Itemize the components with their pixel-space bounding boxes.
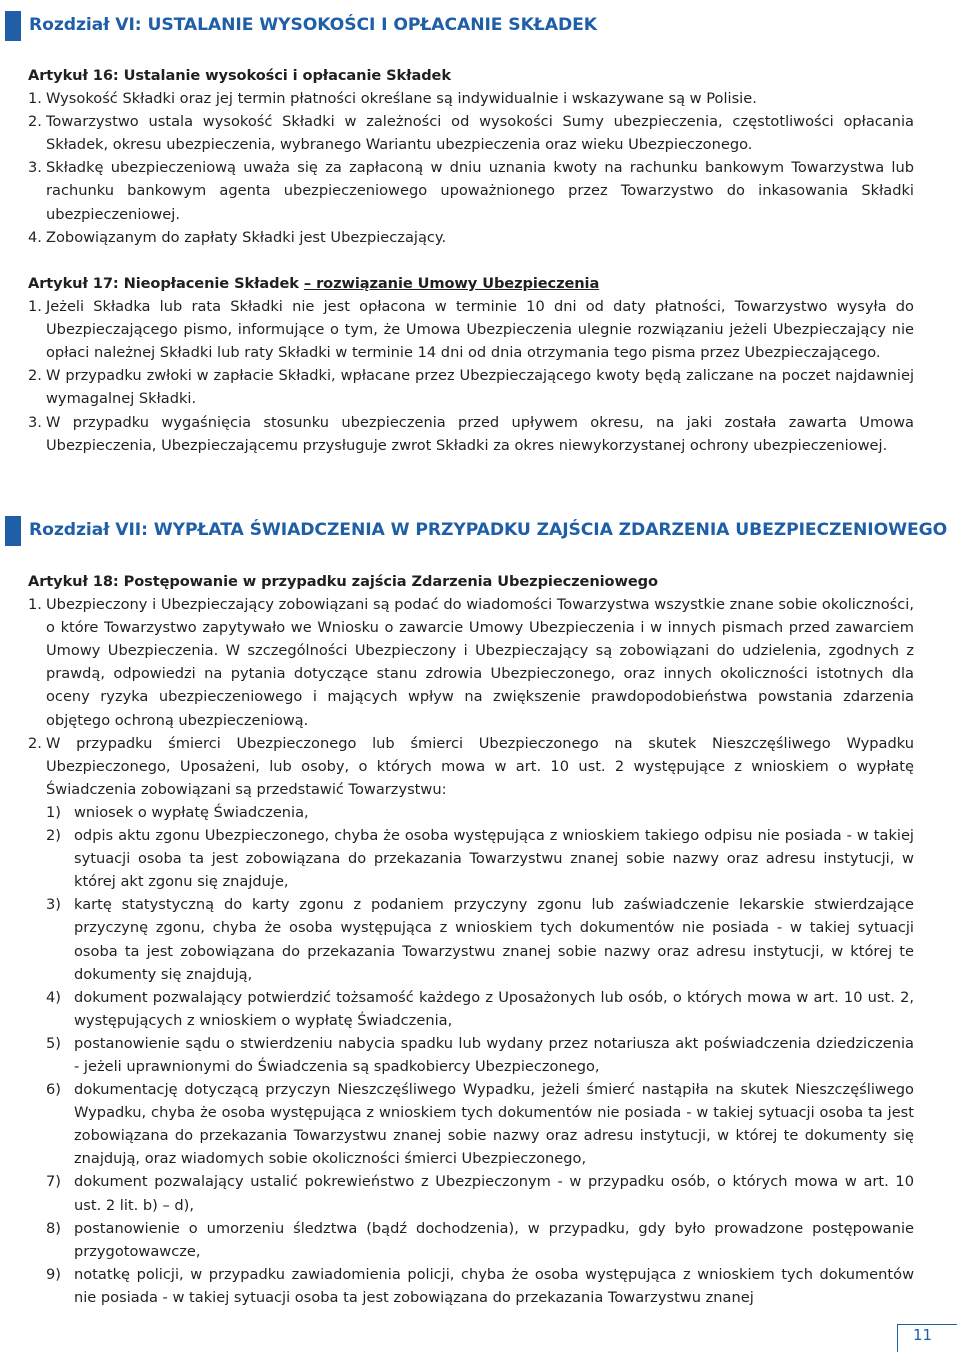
paragraph <box>28 593 914 732</box>
list-item-number: 6) <box>46 1081 61 1099</box>
article-title-prefix: Artykuł 17: Nieopłacenie Składek <box>28 275 304 292</box>
paragraph-number: 4. <box>28 228 42 246</box>
paragraph <box>28 156 914 225</box>
paragraph-text: Składkę ubezpieczeniową uważa się za zapłaconą w dniu uznania kwoty na rachunku bankowym Towarzystwa lub rachunku bankowym agenta ubezpieczeniowego upoważnionego przez Towarzystwo do inkasowania Składki ubezpieczeniowej. <box>46 159 914 223</box>
chapter-title: Rozdział VII: WYPŁATA ŚWIADCZENIA W PRZYPADKU ZAJŚCIA ZDARZENIA UBEZPIECZENIOWEGO <box>29 520 948 540</box>
list-item <box>28 986 914 1032</box>
paragraph-text: W przypadku zwłoki w zapłacie Składki, wpłacane przez Ubezpieczającego kwoty będą zaliczane na poczet najdawniej wymagalnej Składki. <box>46 367 914 408</box>
page-number-box <box>897 1324 957 1352</box>
article-18 <box>28 570 914 1309</box>
paragraph-text: Zobowiązanym do zapłaty Składki jest Ubezpieczający. <box>46 228 447 246</box>
chapter-heading <box>0 11 960 41</box>
paragraph-number: 2. <box>28 734 42 752</box>
page-number: 11 <box>913 1326 933 1344</box>
list-item <box>28 1263 914 1309</box>
list-item <box>28 824 914 893</box>
article-title: Artykuł 18: Postępowanie w przypadku zajścia Zdarzenia Ubezpieczeniowego <box>28 573 658 590</box>
paragraph-number: 3. <box>28 413 42 431</box>
list-item-number: 7) <box>46 1173 61 1191</box>
list-item-number: 3) <box>46 896 61 914</box>
list-item-text: postanowienie o umorzeniu śledztwa (bądź dochodzenia), w przypadku, gdy było prowadzone postępowanie przygotowawcze, <box>74 1219 914 1260</box>
paragraph-text: Ubezpieczony i Ubezpieczający zobowiązani są podać do wiadomości Towarzystwa wszystkie znane sobie okoliczności, o które Towarzystwo zapytywało we Wniosku o zawarcie Umowy Ubezpieczenia i w innych pismach przed zawarciem Umowy Ubezpieczenia. W szczególności Ubezpieczony i Ubezpieczający są zobowiązani do udzielenia, zgodnych z prawdą, odpowiedzi na pytania dotyczące stanu zdrowia Ubezpieczonego, oraz innych okoliczności istotnych dla oceny ryzyka ubezpieczeniowego i mających wpływ na zwiększenie prawdopodobieństwa powstania zdarzenia objętego ochroną ubezpieczeniową. <box>46 596 914 729</box>
article-17 <box>28 272 914 457</box>
paragraph-number: 3. <box>28 159 42 177</box>
list-item-number: 4) <box>46 988 61 1006</box>
paragraph-text: W przypadku wygaśnięcia stosunku ubezpieczenia przed upływem okresu, na jaki została zawarta Umowa Ubezpieczenia, Ubezpieczającemu przysługuje zwrot Składki za okres niewykorzystanej ochrony ubezpieczeniowej. <box>46 413 914 454</box>
paragraph <box>28 732 914 801</box>
paragraph <box>28 110 914 156</box>
chapter-title: Rozdział VI: USTALANIE WYSOKOŚCI I OPŁACANIE SKŁADEK <box>29 15 597 35</box>
list-item <box>28 1170 914 1216</box>
list-item-text: kartę statystyczną do karty zgonu z podaniem przyczyny zgonu lub zaświadczenie lekarskie stwierdzające przyczynę zgonu, chyba że osoba występująca z wnioskiem tych dokumentów nie posiada - w takiej sytuacji osoba ta jest zobowiązana do przekazania Towarzystwu znanej sobie nazwy oraz adresu instytucji, w której te dokumenty się znajdują, <box>74 896 914 983</box>
paragraph-number: 2. <box>28 113 42 131</box>
list-item <box>28 801 914 824</box>
paragraph-text: W przypadku śmierci Ubezpieczonego lub śmierci Ubezpieczonego na skutek Nieszczęśliwego Wypadku Ubezpieczonego, Uposażeni, lub osoby, o których mowa w art. 10 ust. 2 występujące z wnioskiem o wypłatę Świadczenia zobowiązani są przedstawić Towarzystwu: <box>46 734 914 798</box>
paragraph <box>28 295 914 364</box>
paragraph <box>28 87 914 110</box>
paragraph-number: 1. <box>28 298 42 316</box>
list-item-text: dokument pozwalający ustalić pokrewieństwo z Ubezpieczonym - w przypadku osób, o których mowa w art. 10 ust. 2 lit. b) – d), <box>74 1173 914 1214</box>
paragraph-text: Towarzystwo ustala wysokość Składki w zależności od wysokości Sumy ubezpieczenia, częstotliwości opłacania Składek, okresu ubezpieczenia, wybranego Wariantu ubezpieczenia oraz wieku Ubezpieczonego. <box>46 113 914 154</box>
paragraph-text: Jeżeli Składka lub rata Składki nie jest opłacona w terminie 10 dni od daty płatności, Towarzystwo wysyła do Ubezpieczającego pismo, informujące o tym, że Umowa Ubezpieczenia ulegnie rozwiązaniu jeżeli Ubezpieczający nie opłaci należnej Składki lub raty Składki w terminie 14 dni od dnia otrzymania tego pisma przez Ubezpieczającego. <box>46 298 914 362</box>
list-item <box>28 893 914 985</box>
paragraph-number: 1. <box>28 596 42 614</box>
list-item-text: postanowienie sądu o stwierdzeniu nabycia spadku lub wydany przez notariusza akt poświadczenia dziedziczenia - jeżeli uprawnionymi do Świadczenia są spadkobiercy Ubezpieczonego, <box>74 1034 914 1075</box>
list-item <box>28 1032 914 1078</box>
list-item-text: odpis aktu zgonu Ubezpieczonego, chyba że osoba występująca z wnioskiem takiego odpisu nie posiada - w takiej sytuacji osoba ta jest zobowiązana do przekazania Towarzystwu znanej sobie nazwy oraz adresu instytucji, w której akt zgonu się znajduje, <box>74 827 914 891</box>
list-item <box>28 1078 914 1170</box>
chapter-marker <box>5 11 21 41</box>
list-item-text: dokumentację dotyczącą przyczyn Nieszczęśliwego Wypadku, jeżeli śmierć nastąpiła na skutek Nieszczęśliwego Wypadku, chyba że osoba występująca z wnioskiem tych dokumentów nie posiada - w takiej sytuacji osoba ta jest zobowiązana do przekazania Towarzystwu znanej sobie nazwy oraz adresu instytucji, w której te dokumenty się znajdują, oraz wiadomych sobie okoliczności śmierci Ubezpieczonego, <box>74 1081 914 1168</box>
list-item <box>28 1217 914 1263</box>
list-item-text: notatkę policji, w przypadku zawiadomienia policji, chyba że osoba występująca z wnioskiem tych dokumentów nie posiada - w takiej sytuacji osoba ta jest zobowiązana do przekazania Towarzystwu znanej <box>74 1265 914 1306</box>
article-title <box>28 272 914 295</box>
chapter-marker <box>5 516 21 546</box>
paragraph-text: Wysokość Składki oraz jej termin płatności określane są indywidualnie i wskazywane są w Polisie. <box>46 90 757 108</box>
list-item-number: 2) <box>46 827 61 845</box>
list-item-number: 5) <box>46 1034 61 1052</box>
list-item-text: wniosek o wypłatę Świadczenia, <box>74 803 309 821</box>
article-title-underlined: – rozwiązanie Umowy Ubezpieczenia <box>303 275 600 292</box>
paragraph <box>28 411 914 457</box>
list-item-number: 8) <box>46 1219 61 1237</box>
paragraph <box>28 364 914 410</box>
paragraph <box>28 226 914 249</box>
list-item-number: 9) <box>46 1265 61 1283</box>
paragraph-number: 1. <box>28 90 42 108</box>
chapter-heading <box>0 516 960 546</box>
list-item-number: 1) <box>46 803 61 821</box>
article-16 <box>28 64 914 249</box>
paragraph-number: 2. <box>28 367 42 385</box>
article-title: Artykuł 16: Ustalanie wysokości i opłacanie Składek <box>28 67 451 84</box>
list-item-text: dokument pozwalający potwierdzić tożsamość każdego z Uposażonych lub osób, o których mowa w art. 10 ust. 2, występujących z wnioskiem o wypłatę Świadczenia, <box>74 988 914 1029</box>
